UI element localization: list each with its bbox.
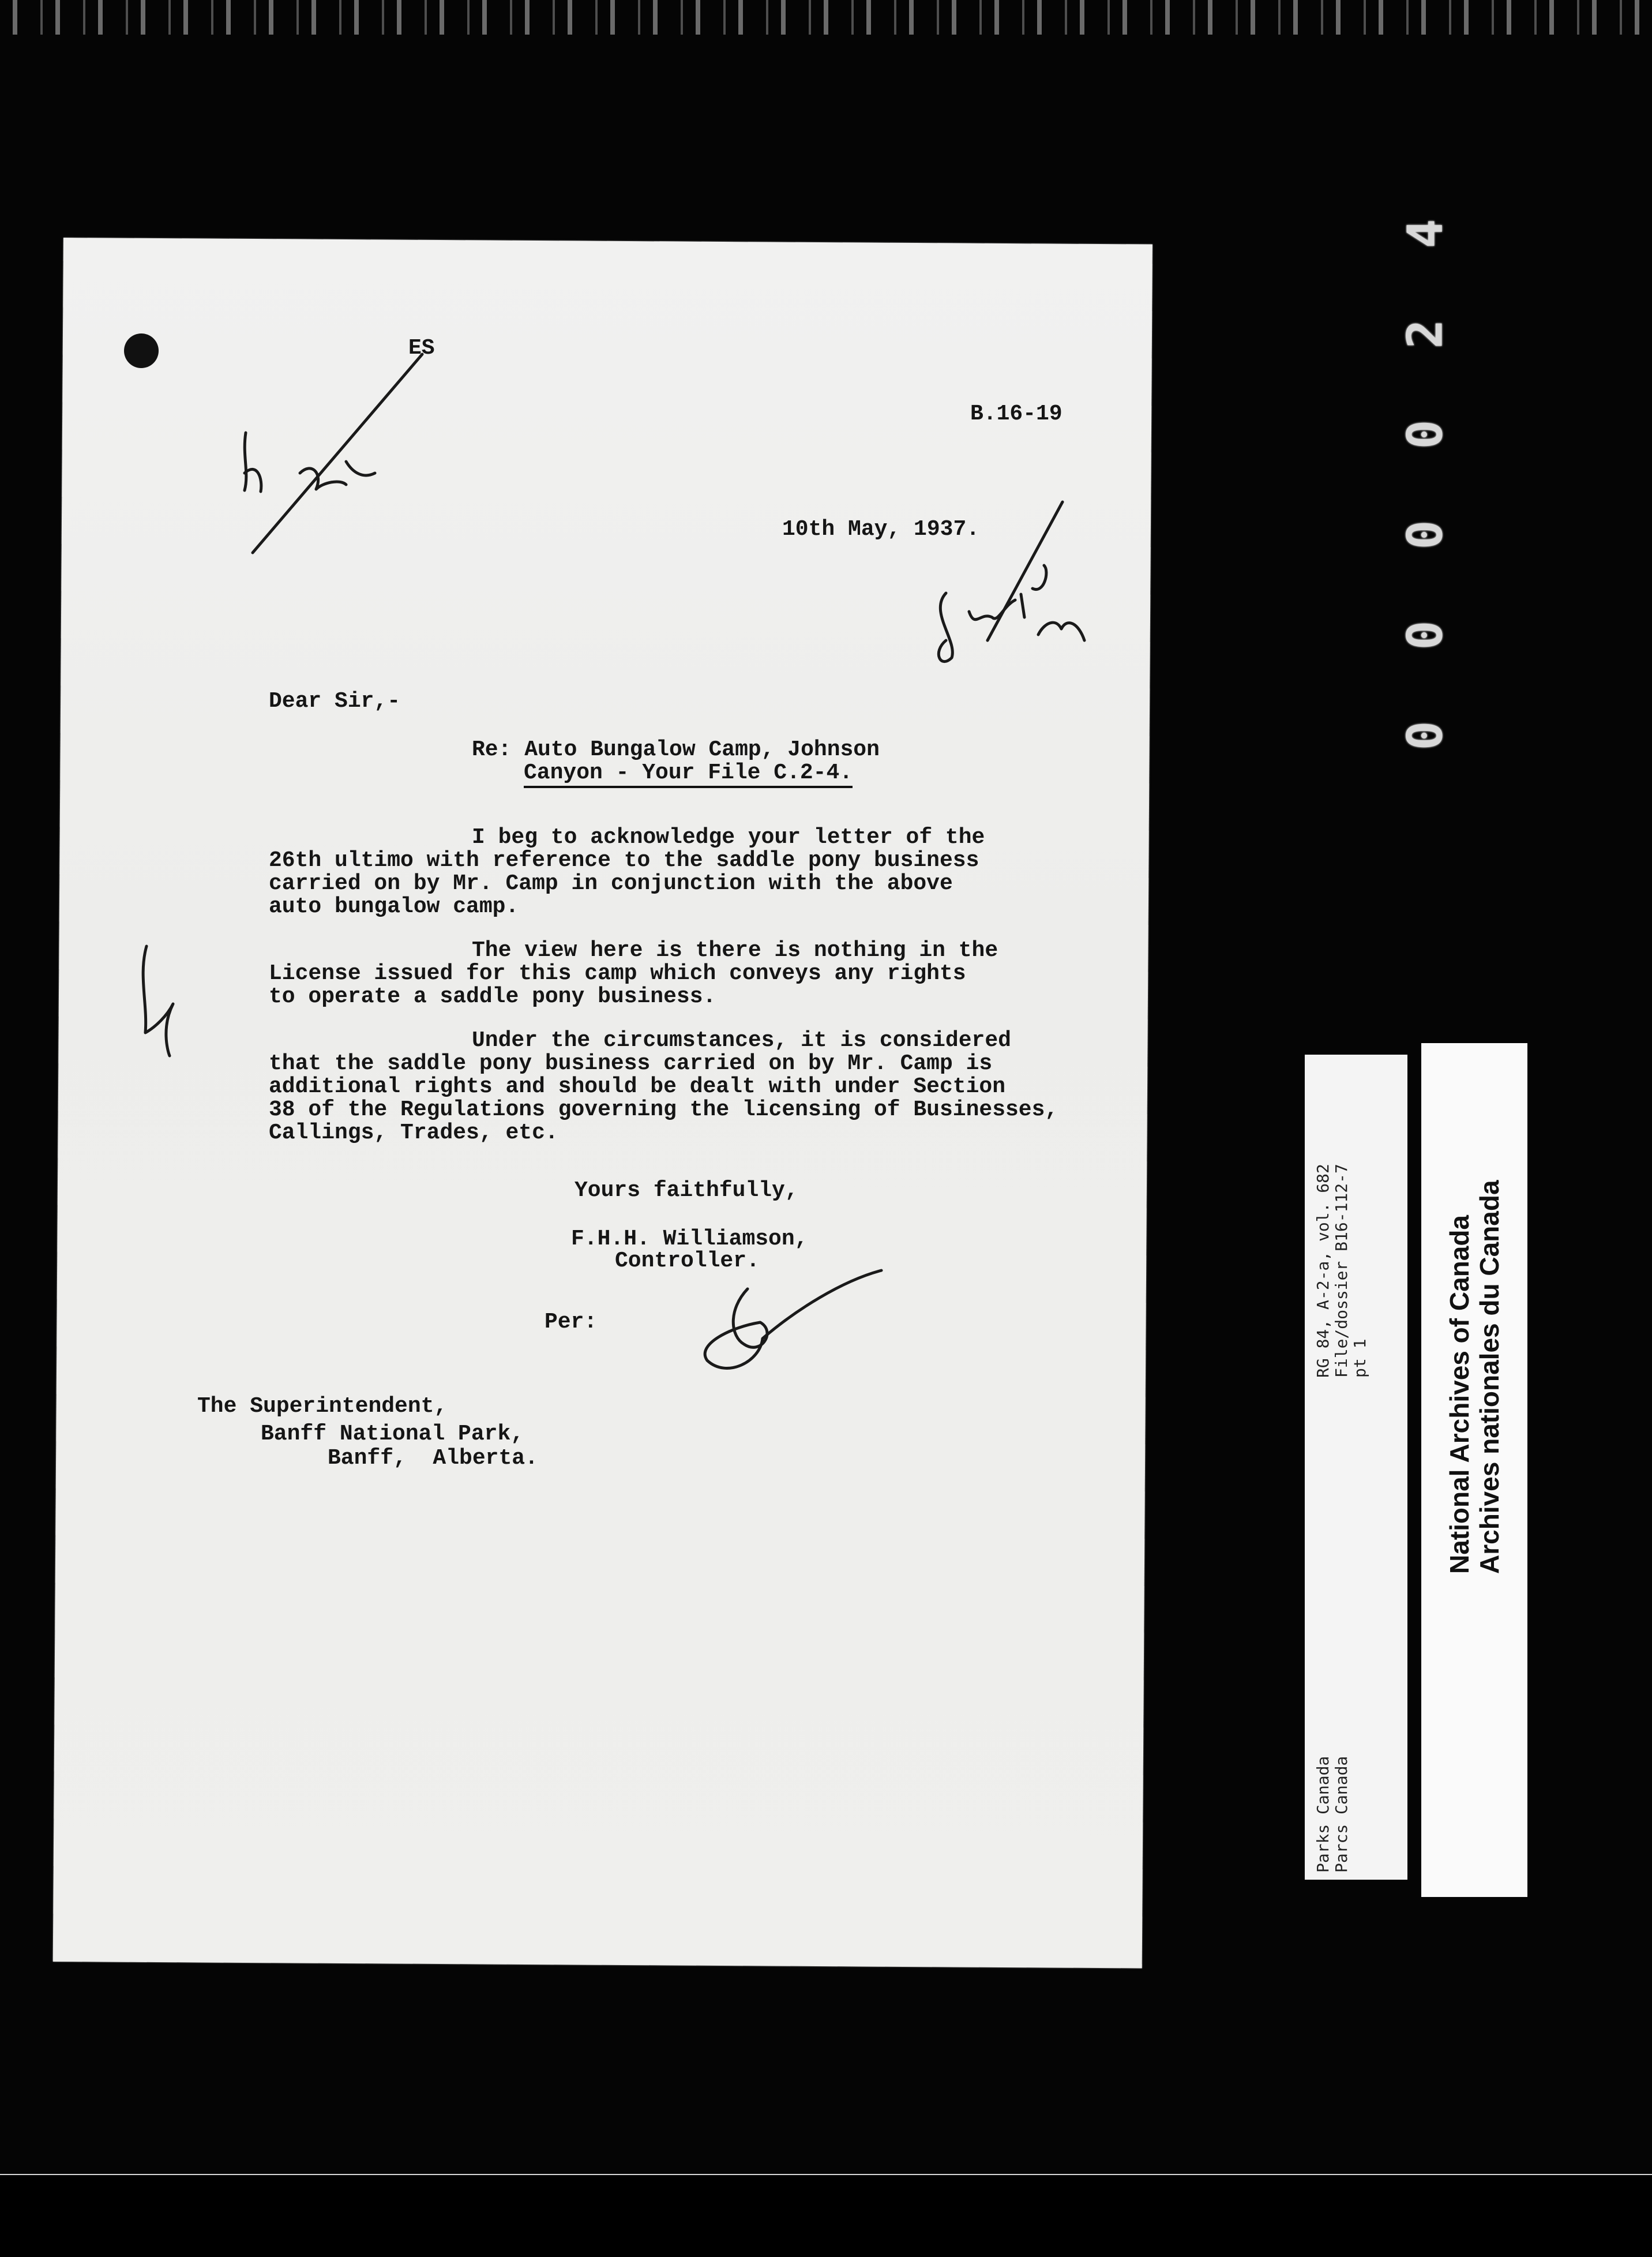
signature-flourish xyxy=(705,1270,881,1368)
frame-digit: 0 xyxy=(1396,620,1453,650)
archive-dept-english: Parks Canada xyxy=(1313,1756,1332,1873)
signer-name: F.H.H. Williamson, xyxy=(571,1227,808,1251)
scan-bottom-border xyxy=(0,2175,1652,2257)
subject-line-2: Canyon - Your File C.2-4. xyxy=(524,762,853,788)
addressee-line-1: The Superintendent, xyxy=(197,1394,448,1419)
closing: Yours faithfully, xyxy=(575,1178,798,1203)
subject-line-1: Re: Auto Bungalow Camp, Johnson xyxy=(472,737,880,762)
paragraph-1-line-4: auto bungalow camp. xyxy=(269,894,519,919)
frame-digit: 0 xyxy=(1396,419,1453,449)
addressee-line-2: Banff National Park, xyxy=(261,1422,524,1446)
date-slash xyxy=(988,502,1062,640)
paragraph-3-line-1: Under the circumstances, it is considered xyxy=(472,1028,1011,1053)
initials-strike-line xyxy=(253,354,422,553)
date-scrawl xyxy=(938,565,1084,662)
paragraph-2-line-2: License issued for this camp which conveys any rights xyxy=(269,961,966,986)
letter-date: 10th May, 1937. xyxy=(782,517,980,542)
paragraph-1-line-3: carried on by Mr. Camp in conjunction with the above xyxy=(269,871,953,896)
file-reference: B.16-19 xyxy=(970,402,1062,426)
frame-counter xyxy=(1390,208,1459,762)
paragraph-3-line-2: that the saddle pony business carried on by Mr. Camp is xyxy=(269,1051,993,1076)
archives-name-french: Archives nationales du Canada xyxy=(1474,1180,1504,1574)
initials: ES xyxy=(408,336,435,361)
archive-dept-french: Parcs Canada xyxy=(1332,1756,1351,1873)
archive-reference-label xyxy=(1305,1055,1407,1880)
signer-title: Controller. xyxy=(615,1249,760,1273)
addressee-line-3: Banff, Alberta. xyxy=(328,1446,538,1471)
paragraph-3-line-3: additional rights and should be dealt with under Section xyxy=(269,1074,1006,1099)
national-archives-label xyxy=(1421,1043,1527,1897)
paragraph-1-line-1: I beg to acknowledge your letter of the xyxy=(472,825,985,850)
archive-ref-line-1: RG 84, A-2-a, vol. 682 xyxy=(1313,1164,1332,1378)
frame-digit: 0 xyxy=(1396,721,1453,751)
per-label: Per: xyxy=(545,1310,598,1334)
archive-ref-line-2: File/dossier B16-112-7 xyxy=(1332,1164,1351,1378)
paragraph-1-line-2: 26th ultimo with reference to the saddle pony business xyxy=(269,848,979,873)
margin-tick-mark xyxy=(143,946,173,1056)
marginal-note-scrawl xyxy=(245,433,375,492)
frame-digit: 4 xyxy=(1396,219,1453,249)
frame-digit: 0 xyxy=(1396,520,1453,550)
archives-name-english: National Archives of Canada xyxy=(1444,1214,1474,1574)
archive-ref-line-3: pt 1 xyxy=(1350,1339,1369,1378)
frame-digit: 2 xyxy=(1396,319,1453,349)
salutation: Dear Sir,- xyxy=(269,689,401,714)
paragraph-2-line-3: to operate a saddle pony business. xyxy=(269,984,716,1009)
paragraph-3-line-5: Callings, Trades, etc. xyxy=(269,1120,558,1145)
paragraph-3-line-4: 38 of the Regulations governing the licensing of Businesses, xyxy=(269,1097,1058,1122)
paragraph-2-line-1: The view here is there is nothing in the xyxy=(472,938,998,963)
